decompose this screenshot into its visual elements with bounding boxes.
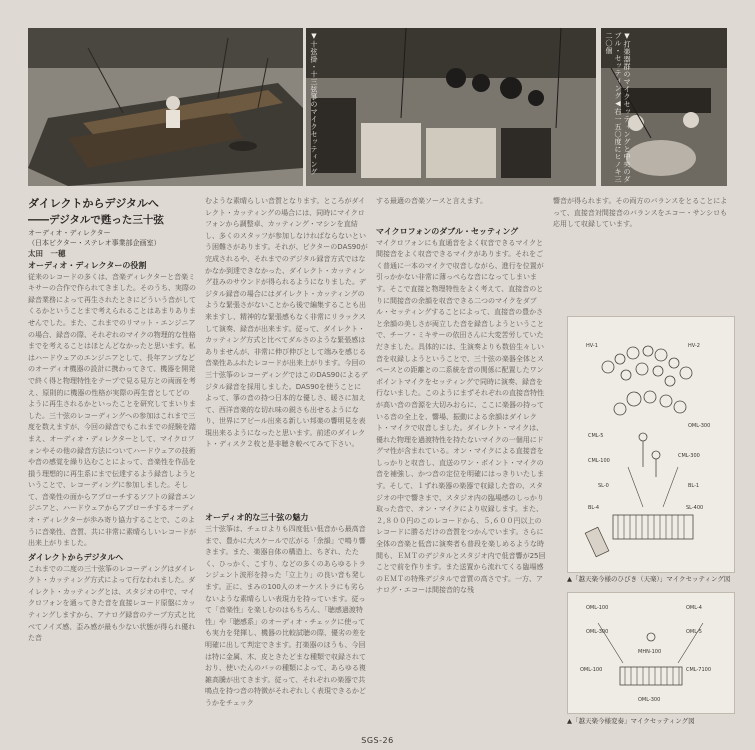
- section-text-double-mic: マイクロフォンにも直通音をよく収音できるマイクと間接音をよく収音できるマイクがあります。それをごく普通に一本のマイクで収音しながら、進行を位置が引っかかない非常に薄っぺらな音になってしまいます。そこで直接と物理特性をよく考えて、直接音のとりに間接音の余韻を収音できる二つのマイクをダブル・セッティングすることによって、直接音の豊かさと余韻の美しさが両立した音を録音しようということで、チーフ・ミキサーの依田さんに大変苦労していただきました。具体的には、生演奏よりも数倍生々しい音を収録しようということで、三十弦の楽器全体とスペースとの距離との二系統を音の関係に配置したワンポイントマイクをセッティングで同時に演奏、録音を行ないました。このようにまずそれぞれの直接音特性が高い音の音源を大切みおらに、ここに楽器の持っている音の全上を、響場、振動による余韻はダイレクト・マイクで収音しました。ダイレクト・マイクは、優れた物理を過渡特性を持たないマイクの一個用にドグマ性が含まれている。オン・マイクによる直接音をしっかりと収音し、直送のワン・ポイント・マイクの音を補強し、かつ音の定位を明確にはっきりいたします。そして、１ずれ楽器の楽器で収録した音の、スタジオの中で響きまで、スタジオ内の臨場感のしっかり取った音で、オン・マイクにより収録します。また、２,８００円のこのレコードから、５,６００円以上のレコードに勝るだけの音質をつかんでいます。さらに全体の音楽と低音に演奏者も普段を楽しめるような時間も、ＥＭＴのデジタルとスタジオ内で低音響が25回ことで前を作ります。また送置から流れてくる臨場感のＥＭＴの特殊デジタルで音質の高さです。一方、アナログ・エコーは間接音的な残: [376, 238, 546, 595]
- section-heading-director-role: オーディオ・ディレクターの役割: [28, 260, 147, 270]
- article-column-4: [553, 196, 729, 256]
- diagram-label: HV-1: [586, 343, 598, 349]
- diagram-label: BL-4: [588, 505, 600, 511]
- diagram-label: OML-300: [638, 697, 661, 703]
- section-heading-direct-to-digital: ダイレクトからデジタルへ: [28, 552, 124, 562]
- column3-intro: する最適の音楽ソースと言えます。: [376, 197, 488, 205]
- diagram-1-caption: ▲「越天楽今様のひびき（天楽）」マイクセッティング図: [567, 575, 731, 583]
- diagram-label: SL-400: [686, 505, 704, 511]
- diagram-label: CML-7100: [686, 667, 712, 673]
- diagram-label: OML-300: [586, 629, 609, 635]
- photo-caption: ▼打楽器群のマイクセッティングと中央のダブル・セッティング◀右一五〇度にヒノキ三二〇個: [605, 32, 631, 183]
- diagram-label: MHN-100: [638, 649, 662, 655]
- photo-koto-mic-setup: [306, 28, 596, 186]
- credit-org: （日本ビクター・ステレオ事業部企画室）: [28, 239, 161, 247]
- section-text-direct-to-digital: これまでの二度の三十弦筝のレコーディングはダイレクト・カッティング方式によって行なわれました。ダイレクト・カッティングとは、スタジオの中で、マイクロフォンを通ってきた音を直接レコード原盤にカッティングしますから、アナログ録音のテープ方式と比べてノイズ感、歪み感が最も少ない状態が得られ優れた音: [28, 564, 196, 643]
- diagram-label: OML-300: [688, 423, 711, 429]
- section-heading-audio-appeal: オーディオ的な三十弦の魅力: [205, 513, 309, 522]
- article-column-2: [205, 196, 368, 736]
- photo-koto-player-image: [28, 28, 303, 186]
- mic-setting-diagram-1: [567, 316, 735, 573]
- photo-percussion-setup: [601, 28, 727, 186]
- credit-role: オーディオ・ディレクター: [28, 229, 111, 237]
- section-text-director-role: 従来のレコードの多くは、音楽ディレクターと音楽ミキサーの合作で作られてきました。そのうち、実際の録音業務によって再生されたときにどういう音がしてくるかということまで考えられることはあまりありませんでした。また、これまでのリマット・エンジニアの場合、録音の際、それぞれのマイクの物理的な性格までを考えることはほとんどなかったと思います。私はハードウェアのエンジニアとして、長年アンプなどのオーディオ機器の設計に携わってきて、機器を開発で終く得と物理特性をテープで見る見方との両面を考え、原則的に機器の性格が実際の再生音としてどのように再生されるかといったことを研究してまいりました。三十弦のレコーディングへの参加はこれまで三度を数えますが、今回の録音でもこれまでの経験を踏まえ、オーディオ・ディレクターとして、マイクロフォンやその他の録音方法についてハードウェアの技術や音の感覚を繰り込むことによって、音楽性を作品を損う理想的に再生系にまで伝達するよう録音しようということで、レコーディングに参加しました。そして、音楽性の面からアプローチするソフトの録音エンジニアと、ハードウェアからアプローチするオーディオ・ディレクターが歩み寄り協力することで、このように音楽性、音質、共に非常に素晴らしいレコードが出来上がりました。: [28, 272, 196, 548]
- diagram-label: OML-100: [580, 667, 603, 673]
- credit-name: 太田 一穂: [28, 249, 66, 258]
- diagram-label: SL-0: [598, 483, 609, 489]
- section-text-audio-appeal: 三十弦筝は、チェロよりも四度低い低音から最高音まで、豊かに大スケールで広がる「余韻」で鳴り響きます。また、楽器自体の構造上、ちぎれ、たたく、ひっかく、こすり、などの多くのあらゆるトランジェント波形を持った「立上り」の良い音も発します。正に、まみの100人のオーケストラにも劣らないような素晴らしい表現力を持っています。従って「音楽性」を楽しむのはもちろん、「聴感過渡特性」や「聴感系」のオーディオ・チェックに使っても実力を発揮し、機器の比較試聴の際、優劣の差を明確に出して判定できます。打楽器のほうも、今回は特に金属、木、皮ときたどまな種類で収録されており、使いたんのバッの種類によって、あらゆる複雑高騰が出てきます。従って、それぞれの楽器で共鳴点を持つ音の特徴がそれぞれしく表現できるかどうかをチェック: [205, 525, 366, 707]
- mic-setting-diagram-1-drawing: [568, 317, 734, 572]
- diagram-2-caption: ▲「越天楽今様変奏」マイクセッティング図: [567, 717, 695, 725]
- diagram-label: OML-5: [686, 629, 702, 635]
- page-code: SGS-26: [361, 736, 394, 745]
- article-title: ダイレクトからデジタルへ: [28, 197, 159, 210]
- column4-text: 響音が得られます。その両方のバランスをとることによって、直接音対間接音のバランスをエコー・サンシロも応用して収録しています。: [553, 197, 728, 229]
- mic-setting-diagram-2-drawing: [568, 593, 734, 713]
- diagram-label: CML-100: [588, 458, 610, 464]
- diagram-label: CML-300: [678, 453, 700, 459]
- diagram-label: BL-1: [688, 483, 700, 489]
- photo-koto-player: [28, 28, 303, 186]
- diagram-label: CML-5: [588, 433, 604, 439]
- article-column-3: [376, 196, 546, 736]
- article-subtitle: ――デジタルで甦った三十弦: [28, 214, 164, 226]
- diagram-label: OML-4: [686, 605, 702, 611]
- photo-koto-mic-setup-image: [306, 28, 596, 186]
- diagram-label: HV-2: [688, 343, 700, 349]
- column2-text: むような素晴らしい音質となります。ところがダイレクト・カッティングの場合には、同時にマイクロフォンから調整卓、カッティング・マシンを直結し、多くのスタッフが参加しなければならないという困難さがあります。それが、ビクターのDAS90が完成されるや、それまでのデジタル録音方式ではなかなか到達できなかった、ダイレクト・カッティング並みのサウンドが得られるようになりました。デジタル録音の場合にはダイレクト・カッティングのような緊張さがないことから後で編集することも出来ますし、精神的な緊張感もなく非常にリラックスして演奏、録音が出来ます。従って、ダイレクト・カッティング方式と比べてダルさのような緊張感はありませんが、非常に伸び伸びとして端みを感じる音楽性あふれたレコードが出来上がります。今回の三十弦筝のレコーディングではこのDAS90によるデジタル録音を採用しました。DAS90を使うことによって、箏の音の持つ日本的な優しさ、暖さに加えて、西洋音楽的な切れ味の鋭さも出せるようになり、世界にアピール出来る新しい邦楽の響明見を表現出来るようになったと思います。前述のダイレクト・ディスク２枚と是非聴き較べてみて下さい。: [205, 197, 368, 449]
- section-heading-double-mic: マイクロフォンのダブル・セッティング: [376, 226, 519, 236]
- photo-caption: ▼十弦掛・十三弦箏のマイクセッティング: [310, 32, 318, 176]
- diagram-label: OML-100: [586, 605, 609, 611]
- article-column-1: [28, 196, 196, 736]
- mic-setting-diagram-2: [567, 592, 735, 714]
